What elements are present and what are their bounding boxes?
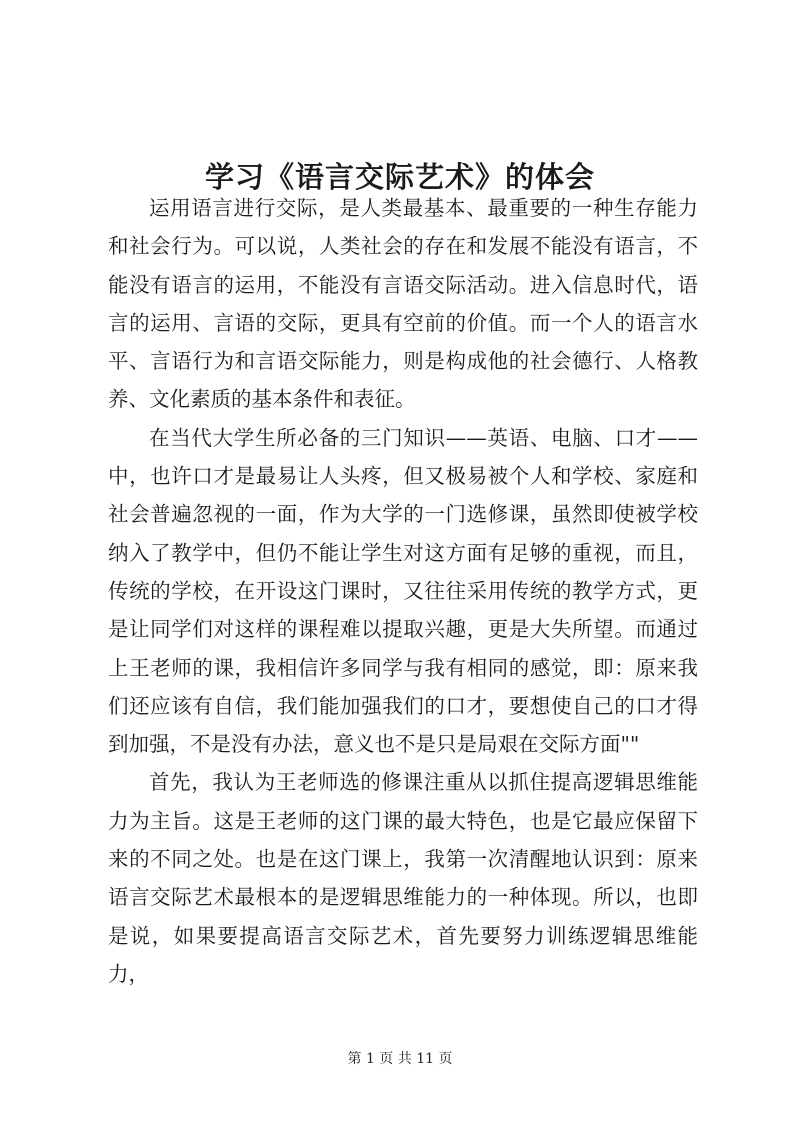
paragraph-2: 在当代大学生所必备的三门知识——英语、电脑、口才——中，也许口才是最易让人头疼，但又极易被个人和学校、家庭和社会普遍忽视的一面，作为大学的一门选修课，虽然即使被学校纳入了教学中，但仍不能让学生对这方面有足够的重视，而且，传统的学校，在开设这门课时，又往往采用传统的教学方式，更是让同学们对这样的课程难以提取兴趣，更是大失所望。而通过上王老师的课，我相信许多同学与我有相同的感觉，即：原来我们还应该有自信，我们能加强我们的口才，要想使自己的口才得到加强，不是没有办法，意义也不是只是局艰在交际方面""	[108, 425, 698, 757]
page-number-footer: 第 1 页 共 11 页	[347, 1051, 453, 1067]
paragraph-3: 首先，我认为王老师选的修课注重从以抓住提高逻辑思维能力为主旨。这是王老师的这门课的最大特色，也是它最应保留下来的不同之处。也是在这门课上，我第一次清醒地认识到：原来语言交际艺术最根本的是逻辑思维能力的一种体现。所以，也即是说，如果要提高语言交际艺术，首先要努力训练逻辑思维能力，	[108, 770, 698, 986]
document-title: 学习《语言交际艺术》的体会	[204, 160, 595, 195]
paragraph-1: 运用语言进行交际，是人类最基本、最重要的一种生存能力和社会行为。可以说，人类社会的存在和发展不能没有语言，不能没有语言的运用，不能没有言语交际活动。进入信息时代，语言的运用、言语的交际，更具有空前的价值。而一个人的语言水平、言语行为和言语交际能力，则是构成他的社会德行、人格教养、文化素质的基本条件和表征。	[108, 196, 698, 412]
document-body	[108, 189, 698, 993]
